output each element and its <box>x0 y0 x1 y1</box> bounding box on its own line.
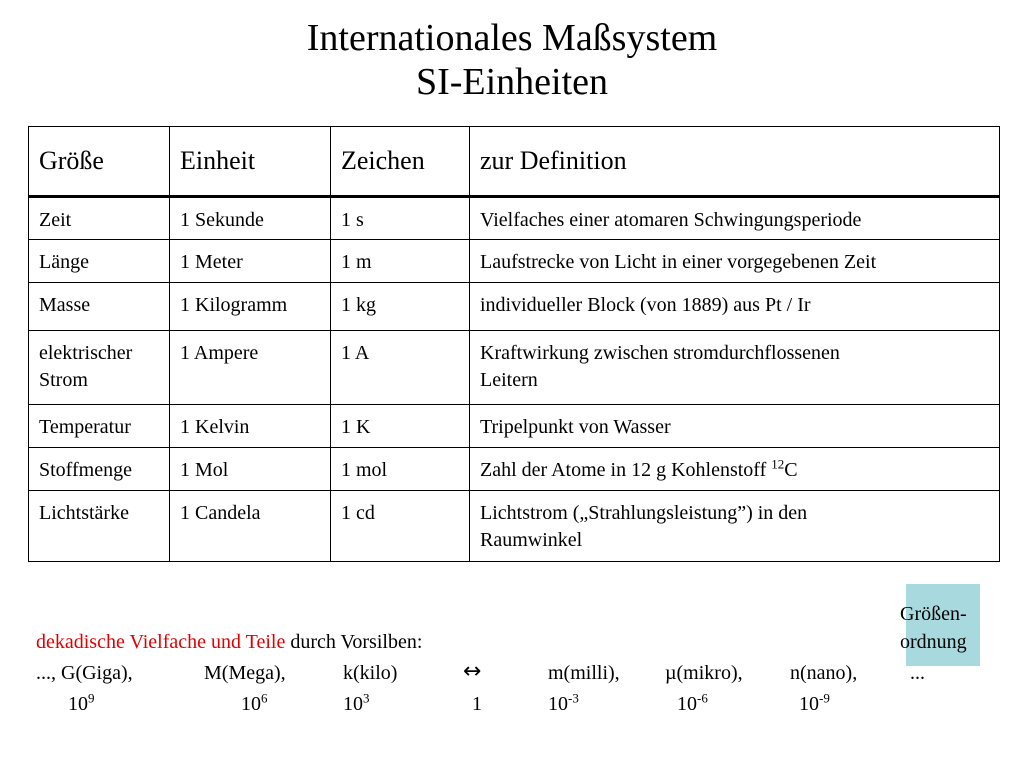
table-row <box>29 491 1000 562</box>
definition-text: Zahl der Atome in 12 g Kohlenstoff <box>480 459 772 481</box>
page-title <box>0 16 1024 104</box>
prefix-giga: ..., G(Giga), <box>36 662 133 684</box>
cell-groesse: Zeit <box>29 197 170 240</box>
prefix-heading-rest: durch Vorsilben: <box>285 631 423 653</box>
prefix-heading <box>36 629 422 655</box>
cell-definition: Laufstrecke von Licht in einer vorgegebenen Zeit <box>470 240 1000 283</box>
cell-einheit: 1 Sekunde <box>170 197 331 240</box>
cell-einheit: 1 Kilogramm <box>170 283 331 331</box>
groessenordnung-line-2: ordnung <box>900 631 967 653</box>
power-exponent: 6 <box>261 690 268 706</box>
power-kilo <box>343 691 370 717</box>
cell-definition: individueller Block (von 1889) aus Pt / Ir <box>470 283 1000 331</box>
power-exponent: 9 <box>88 690 95 706</box>
power-mikro <box>677 691 708 717</box>
definition-tail: C <box>784 459 798 481</box>
cell-zeichen: 1 cd <box>331 491 470 562</box>
power-exponent: 3 <box>363 690 370 706</box>
groessenordnung-line-1: Größen- <box>900 603 967 625</box>
power-milli <box>548 691 579 717</box>
cell-zeichen: 1 A <box>331 331 470 405</box>
power-nano <box>799 691 830 717</box>
power-exponent: -9 <box>819 690 830 706</box>
power-base: 10 <box>799 693 819 715</box>
power-exponent: -3 <box>568 690 579 706</box>
cell-zeichen: 1 m <box>331 240 470 283</box>
cell-zeichen: 1 s <box>331 197 470 240</box>
cell-einheit: 1 Ampere <box>170 331 331 405</box>
cell-groesse: Lichtstärke <box>29 491 170 562</box>
table-header-row <box>29 127 1000 197</box>
header-definition: zur Definition <box>470 127 1000 197</box>
double-arrow-icon: ↔ <box>463 659 482 684</box>
power-giga <box>68 691 95 717</box>
cell-groesse: Masse <box>29 283 170 331</box>
power-base: 10 <box>68 693 88 715</box>
cell-definition <box>470 448 1000 491</box>
cell-groesse: Stoffmenge <box>29 448 170 491</box>
cell-definition: Vielfaches einer atomaren Schwingungsperiode <box>470 197 1000 240</box>
table-row <box>29 283 1000 331</box>
header-groesse: Größe <box>29 127 170 197</box>
prefix-mikro: µ(mikro), <box>665 662 743 684</box>
title-line-1: Internationales Maßsystem <box>306 17 718 59</box>
power-base: 10 <box>677 693 697 715</box>
header-einheit: Einheit <box>170 127 331 197</box>
table-row <box>29 197 1000 240</box>
cell-definition: Tripelpunkt von Wasser <box>470 405 1000 448</box>
power-mega <box>241 691 268 717</box>
power-base: 10 <box>548 693 568 715</box>
power-base: 10 <box>343 693 363 715</box>
table-row <box>29 331 1000 405</box>
table-row <box>29 240 1000 283</box>
cell-zeichen: 1 K <box>331 405 470 448</box>
cell-einheit: 1 Meter <box>170 240 331 283</box>
prefix-mega: M(Mega), <box>204 662 286 684</box>
isotope-superscript: 12 <box>771 456 785 472</box>
cell-zeichen: 1 mol <box>331 448 470 491</box>
power-exponent: -6 <box>697 690 708 706</box>
table-row <box>29 405 1000 448</box>
header-zeichen: Zeichen <box>331 127 470 197</box>
cell-einheit: 1 Candela <box>170 491 331 562</box>
cell-zeichen: 1 kg <box>331 283 470 331</box>
prefix-heading-highlight: dekadische Vielfache und Teile <box>36 631 286 653</box>
cell-groesse: elektrischer Strom <box>29 331 170 405</box>
prefix-milli: m(milli), <box>548 662 620 684</box>
prefix-ellipsis: ... <box>910 662 925 684</box>
cell-einheit: 1 Mol <box>170 448 331 491</box>
cell-groesse: Länge <box>29 240 170 283</box>
cell-definition: Kraftwirkung zwischen stromdurchflossenen Leitern <box>470 331 1000 405</box>
prefix-nano: n(nano), <box>790 662 858 684</box>
power-one <box>472 691 482 717</box>
prefix-kilo: k(kilo) <box>343 662 398 684</box>
cell-einheit: 1 Kelvin <box>170 405 331 448</box>
cell-definition: Lichtstrom („Strahlungsleistung”) in den Raumwinkel <box>470 491 1000 562</box>
power-base: 1 <box>472 693 482 715</box>
cell-groesse: Temperatur <box>29 405 170 448</box>
title-line-2: SI-Einheiten <box>415 61 609 103</box>
table-row <box>29 448 1000 491</box>
si-units-table <box>28 126 1000 562</box>
power-base: 10 <box>241 693 261 715</box>
groessenordnung-label <box>900 600 967 656</box>
